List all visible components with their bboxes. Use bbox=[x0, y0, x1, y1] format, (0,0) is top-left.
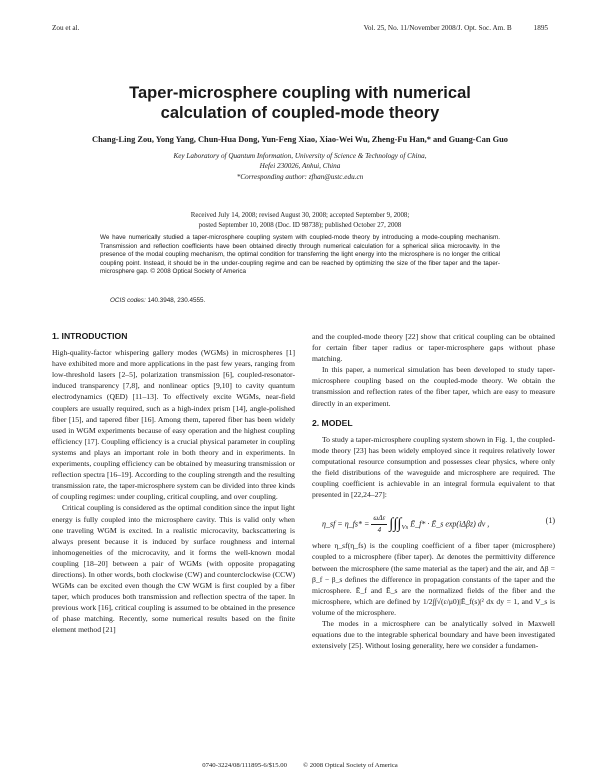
coupling-coefficient-equation bbox=[312, 504, 555, 534]
equation-numerator: ωΔε bbox=[371, 513, 387, 525]
section-heading-model: 2. MODEL bbox=[312, 417, 353, 428]
right-column bbox=[312, 331, 555, 651]
header-page-number: 1895 bbox=[533, 24, 548, 32]
triple-integral-symbol: ∫∫∫ bbox=[389, 516, 402, 533]
paper-title bbox=[60, 83, 540, 123]
header-journal-citation: Vol. 25, No. 11/November 2008/J. Opt. Soc. Am. B bbox=[363, 24, 512, 32]
publication-dates bbox=[40, 211, 560, 230]
affiliation-line-1: Key Laboratory of Quantum Information, University of Science & Technology of China, bbox=[173, 152, 427, 160]
dates-line-1: Received July 14, 2008; revised August 30, 2008; accepted September 9, 2008; bbox=[190, 212, 410, 219]
dates-line-2: posted September 10, 2008 (Doc. ID 98738); published October 27, 2008 bbox=[198, 221, 402, 229]
abstract: We have numerically studied a taper-microsphere coupling system with coupled-mode theory by introducing a mode-coupling mechanism. Transmission and reflection coefficients have been obtained directly through numerical calculation for a spherical silica microcavity. In the presence of the modal coupling mechanism, the optimal condition for transferring the light energy into the microsphere is no longer the critical coupling point. Instead, it should be in the under-coupling regime and can be reached by optimizing the size of the fiber taper and the taper-microsphere gap. © 2008 Optical Society of America bbox=[100, 234, 500, 276]
corresponding-author: *Corresponding author: zfhan@ustc.edu.cn bbox=[236, 172, 364, 181]
equation-body bbox=[322, 513, 489, 536]
footer-code: 0740-3224/08/111895-6/$15.00 bbox=[202, 762, 287, 769]
left-column bbox=[52, 331, 295, 636]
equation-fraction bbox=[371, 513, 387, 536]
model-paragraph-2: where η_sf(η_fs) is the coupling coefficient of a fiber taper (microsphere) coupled to a microsphere (fiber taper). Δε denotes the permittivity difference between the microsphere (the same material as the taper) and the air, and Δβ = β_f − β_s defines the difference in propagation constants of the taper and the microsphere. Ē_f and Ē_s are the normalized fields of the fiber and the microsphere, which are defined by 1/2∫∫√(ε/μ0)|Ē_f(s)|² dx dy = 1, and V_s is volume of the microsphere. bbox=[312, 541, 555, 617]
ocis-label: OCIS codes: bbox=[110, 297, 146, 304]
affiliation bbox=[40, 151, 560, 182]
section-heading-introduction: 1. INTRODUCTION bbox=[52, 331, 128, 341]
model-paragraph-1: To study a taper-microsphere coupling system shown in Fig. 1, the coupled-mode theory [23] has been widely employed since it requires relatively lower computational resource consumption and possesses clear physics, where only the field distributions of the waveguide and microsphere are required. The coupling coefficient is achievable in an integral formula equivalent to that presented in [22,24–27]: bbox=[312, 434, 555, 500]
paper-title-line-1: Taper-microsphere coupling with numerical bbox=[129, 84, 471, 102]
page-footer bbox=[0, 762, 600, 769]
affiliation-line-2: Hefei 230026, Anhui, China bbox=[259, 162, 341, 171]
equation-integrand: Ē_f* · Ē_s exp(iΔβz) dv , bbox=[410, 519, 490, 529]
equation-denominator: 4 bbox=[377, 526, 382, 535]
header-journal bbox=[364, 24, 548, 32]
author-list: Chang-Ling Zou, Yong Yang, Chun-Hua Dong, Yun-Feng Xiao, Xiao-Wei Wu, Zheng-Fu Han,* and Guang-Can Guo bbox=[92, 135, 508, 144]
footer-copyright: © 2008 Optical Society of America bbox=[302, 762, 398, 769]
ocis-values: 140.3948, 230.4555. bbox=[147, 297, 206, 304]
equation-lhs: η_sf = η_fs* = bbox=[322, 519, 370, 529]
ocis-codes bbox=[110, 297, 205, 304]
intro-paragraph-1: High-quality-factor whispering gallery modes (WGMs) in microspheres [1] have exhibited more and more applications in the past few years, ranging from low-threshold lasers [2–5], polarization transmission [6], coupled-resonator-induced transparency [7,8], and nonlinear optics [9,10] to cavity quantum electrodynamics (QED) [11–13]. To effectively excite WGMs, near-field couplers are usually required, such as a high-index prism [14], angle-polished fiber [15], and tapered fiber [16]. Among them, tapered fiber has been widely used in WGM experiments because of easy operation and the highest coupling efficiency [17]. Coupling efficiency is a crucial physical parameter in coupling systems and plays an important role in both theory and in experiments. In experiments, coupling efficiency can be obtained by measuring transmission or reflection spectra [16–19]. According to the coupling strength and the resulting transmission rate, the taper-microsphere system can be divided into three kinds of coupling regimes: under coupling, critical coupling, and over coupling. bbox=[52, 348, 295, 502]
model-paragraph-3: The modes in a microsphere can be analytically solved in Maxwell equations due to the integrable spherical boundary and have been investigated extensively [25]. Without losing generality, here we consider a fundamen- bbox=[312, 618, 555, 651]
intro-paragraph-3: and the coupled-mode theory [22] show that critical coupling can be obtained for certain fiber taper radius or taper-microsphere gaps without phase matching. bbox=[312, 332, 555, 364]
intro-paragraph-4: In this paper, a numerical simulation has been developed to study taper-microsphere coupling based on the coupled-mode theory. We obtain the transmission and reflection rates of the fiber taper, which are easy to measure directly in an experiment. bbox=[312, 365, 555, 408]
paper-title-line-2: calculation of coupled-mode theory bbox=[160, 104, 440, 122]
intro-paragraph-2: Critical coupling is considered as the optimal condition since the input light energy is fully coupled into the microsphere cavity. This is valid only when one traveling WGM is excited. In a realistic microcavity, backscattering is always present because it is induced by surface roughness and internal inhomogeneities of the microcavity, and it forms the well-known modal coupling [18–20] between a pair of WGMs (with opposite propagating directions). In other words, both clockwise (CW) and counterclockwise (CCW) WGMs can be excited even though the CW WGM is first coupled by a fiber taper, which produces both transmission and reflection spectra of the taper. In previous work [16], critical coupling is assumed to be obtained in the presence of phase matching. Recently, some numerical results based on the finite element method [21] bbox=[52, 503, 295, 635]
equation-number: (1) bbox=[545, 516, 555, 526]
header-authors: Zou et al. bbox=[52, 24, 80, 32]
integral-domain: Vs bbox=[401, 524, 409, 532]
